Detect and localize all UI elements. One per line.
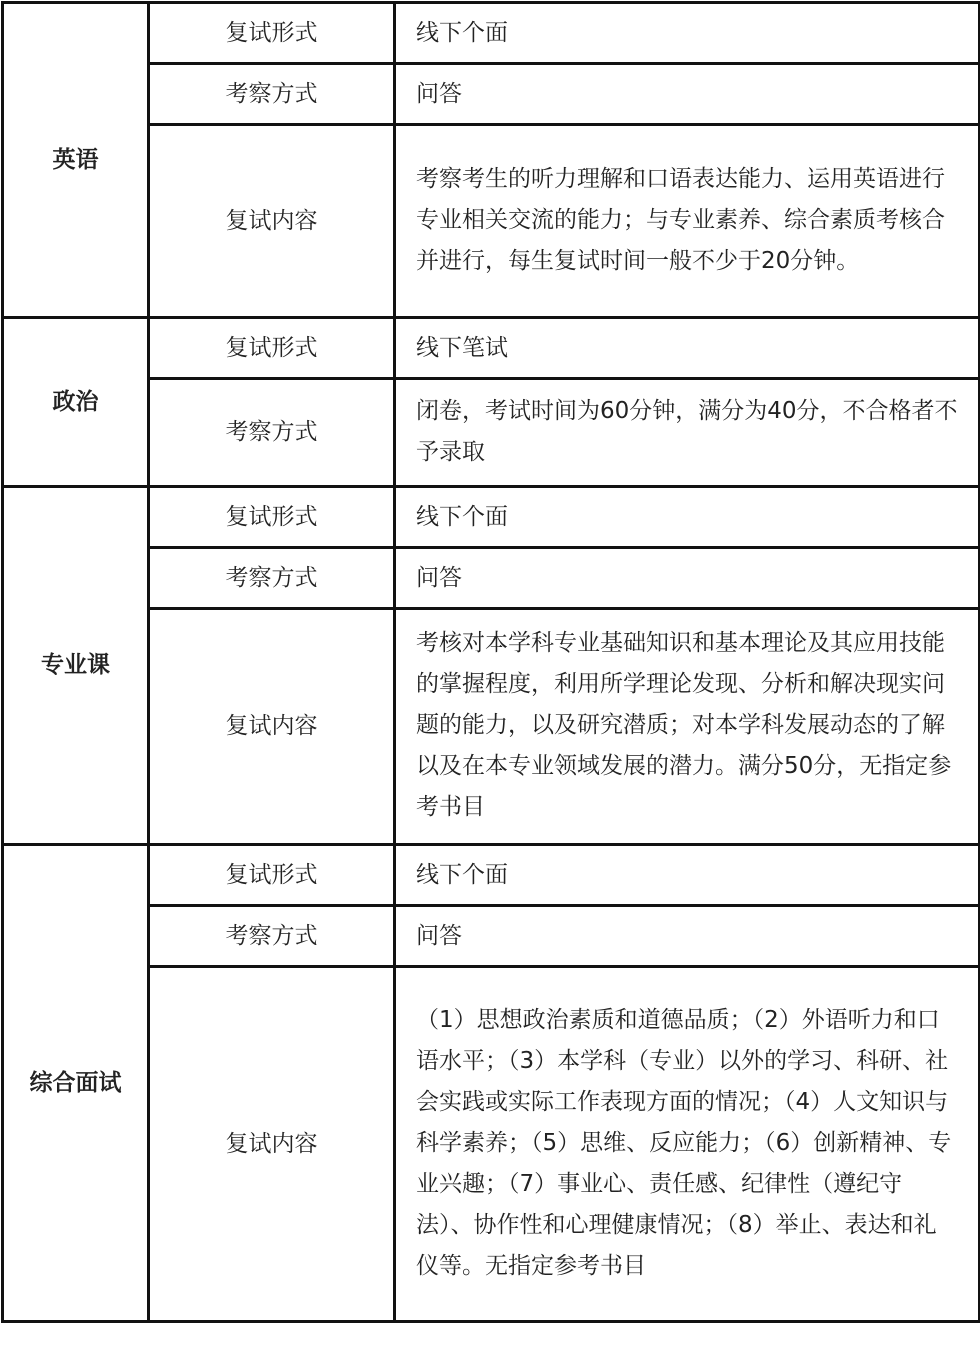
row-value: 闭卷，考试时间为60分钟，满分为40分，不合格者不予录取 xyxy=(395,379,980,487)
subject-cell-english: 英语 xyxy=(3,3,149,318)
table-row xyxy=(3,318,980,379)
row-value: 线下笔试 xyxy=(395,318,980,379)
table-row xyxy=(3,3,980,64)
row-value: 考察考生的听力理解和口语表达能力、运用英语进行专业相关交流的能力；与专业素养、综合素质考核合并进行，每生复试时间一般不少于20分钟。 xyxy=(395,125,980,318)
row-label: 考察方式 xyxy=(149,548,395,609)
table-row xyxy=(3,487,980,548)
subject-cell-interview: 综合面试 xyxy=(3,845,149,1322)
row-value: 线下个面 xyxy=(395,3,980,64)
row-value: 线下个面 xyxy=(395,845,980,906)
row-label: 复试形式 xyxy=(149,487,395,548)
row-label: 考察方式 xyxy=(149,64,395,125)
table-row xyxy=(3,64,980,125)
row-label: 复试内容 xyxy=(149,125,395,318)
row-label: 复试内容 xyxy=(149,967,395,1322)
row-label: 复试形式 xyxy=(149,3,395,64)
row-label: 复试形式 xyxy=(149,845,395,906)
table-row xyxy=(3,379,980,487)
table-row xyxy=(3,906,980,967)
row-value: 问答 xyxy=(395,548,980,609)
row-label: 复试形式 xyxy=(149,318,395,379)
subject-cell-major: 专业课 xyxy=(3,487,149,845)
row-value: 问答 xyxy=(395,64,980,125)
subject-cell-politics: 政治 xyxy=(3,318,149,487)
row-label: 考察方式 xyxy=(149,906,395,967)
row-label: 考察方式 xyxy=(149,379,395,487)
table-row xyxy=(3,967,980,1322)
row-value: （1）思想政治素质和道德品质；（2）外语听力和口语水平；（3）本学科（专业）以外的学习、科研、社会实践或实际工作表现方面的情况；（4）人文知识与科学素养；（5）思维、反应能力；（6）创新精神、专业兴趣；（7）事业心、责任感、纪律性（遵纪守法）、协作性和心理健康情况；（8）举止、表达和礼仪等。无指定参考书目 xyxy=(395,967,980,1322)
row-value: 线下个面 xyxy=(395,487,980,548)
row-value: 考核对本学科专业基础知识和基本理论及其应用技能的掌握程度，利用所学理论发现、分析和解决现实问题的能力，以及研究潜质；对本学科发展动态的了解以及在本专业领域发展的潜力。满分50分，无指定参考书目 xyxy=(395,609,980,845)
retest-requirements-table xyxy=(1,1,980,1323)
row-value: 问答 xyxy=(395,906,980,967)
table-row xyxy=(3,548,980,609)
table-row xyxy=(3,845,980,906)
table-row xyxy=(3,125,980,318)
table-row xyxy=(3,609,980,845)
row-label: 复试内容 xyxy=(149,609,395,845)
